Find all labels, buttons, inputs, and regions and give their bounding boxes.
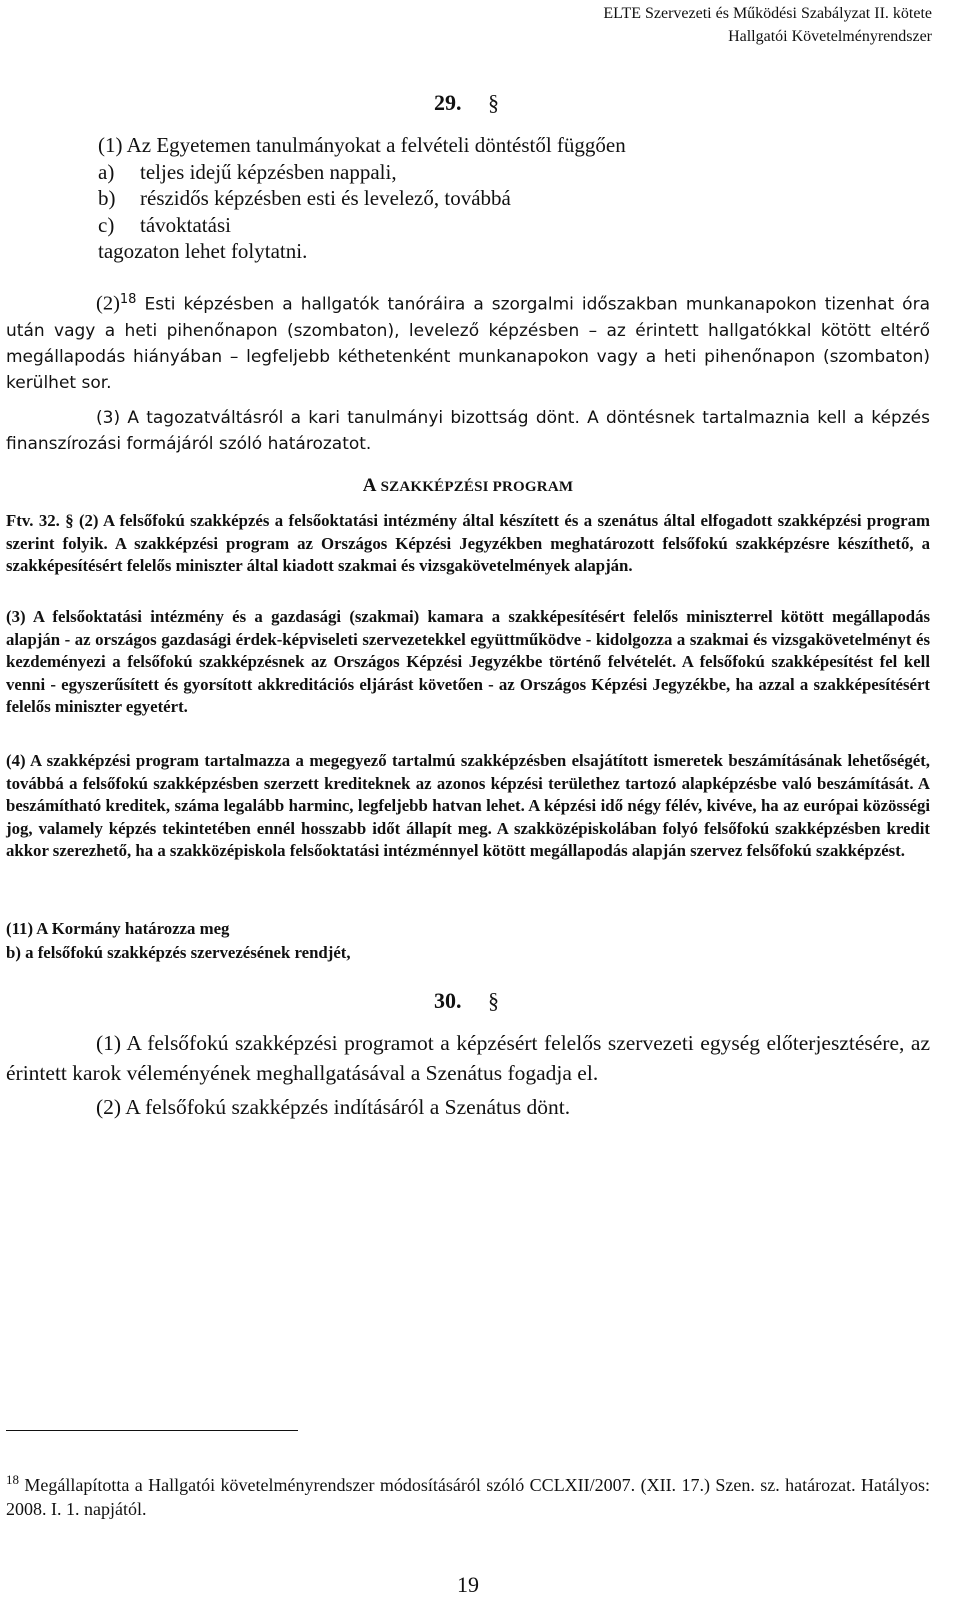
ftv-32-paragraph-2: Ftv. 32. § (2) A felsőfokú szakképzés a felsőoktatási intézmény által készített és a szenátus által elfogadott szakképzési program szerint folyik. A szakképzési program az Országos Képzési Jegyzékben meghatározott felsőfokú szakképzésre készíthető, a szakképesítésért felelős miniszter által kiadott szakmai és vizsgakövetelmények alapján.: [6, 511, 930, 575]
footnote-separator: [6, 1430, 298, 1431]
list-item: a) teljes idejű képzésben nappali,: [98, 159, 397, 184]
header-section-title: Hallgatói Követelményrendszer: [728, 28, 932, 45]
list-item: c) távoktatási: [98, 212, 231, 237]
paragraph-symbol: §: [488, 988, 499, 1013]
program-heading: A SZAKKÉPZÉSI PROGRAM: [362, 475, 574, 496]
paragraph-1-intro: (1) Az Egyetemen tanulmányokat a felvételi döntéstől függően: [98, 133, 626, 157]
footnote-number: 18: [6, 1472, 19, 1487]
list-item: b) részidős képzésben esti és levelező, továbbá: [98, 186, 511, 210]
ftv-32-paragraph-3: (3) A felsőoktatási intézmény és a gazdasági (szakmai) kamara a szakképesítésért felelős miniszterrel kötött megállapodás alapján - az országos gazdasági érdek-képviseleti szervezetekkel együttműködve - kidolgozza a szakmai és vizsgakövetelményt és kezdeményezi a felsőfokú szakképzésnek az Országos Képzési Jegyzékbe történő felvételét. A felsőfokú szakképesítést fel kell venni - egyszerűsített és gyorsított akkreditációs eljárást követően - az Országos Képzési Jegyzékbe, ha azzal a szakképesítésért felelős miniszter egyetért.: [6, 607, 930, 716]
page-number: 19: [457, 1572, 479, 1597]
section-number: 29.: [434, 90, 462, 115]
footnote-ref: 18: [119, 292, 137, 307]
footnote-text: Megállapította a Hallgatói követelményrendszer módosításáról szóló CCLXII/2007. (XII. 17.) Szen. sz. határozat. Hatályos: 2008. I. 1. napjától.: [6, 1475, 930, 1519]
ftv-32-paragraph-11-b: b) a felsőfokú szakképzés szervezésének rendjét,: [6, 943, 351, 962]
ftv-32-paragraph-11: (11) A Kormány határozza meg: [6, 919, 230, 938]
footnote: [6, 1468, 930, 1521]
section-number: 30.: [434, 988, 462, 1013]
section-29-list: [98, 132, 626, 265]
section-30-paragraph-1: (1) A felsőfokú szakképzési programot a képzésért felelős szervezeti egység előterjesztésére, az érintett karok véleményének meghallgatásával a Szenátus fogadja el.: [6, 1031, 930, 1085]
paragraph-2: $(2)^{18}$ Esti képzésben a hallgatók tanóráira a szorgalmi időszakban munkanapokon tizenhat óra után vagy a heti pihenőnapon (szombaton), levelező képzésben – az érintett hallgatókkal kötött eltérő megállapodás hiányában – legfeljebb kéthetenként munkanapokon vagy a heti pihenőnapon (szombaton) kerülhet sor.: [6, 292, 930, 393]
section-30-paragraph-2: (2) A felsőfokú szakképzés indításáról a Szenátus dönt.: [96, 1095, 571, 1119]
header-document-title: ELTE Szervezeti és Működési Szabályzat II. kötete: [603, 5, 932, 22]
paragraph-symbol: §: [488, 90, 499, 115]
running-header: [603, 2, 932, 48]
ftv-32-paragraph-4: (4) A szakképzési program tartalmazza a megegyező tartalmú szakképzésben elsajátított ismeretek beszámításának lehetőségét, továbbá a felsőfokú szakképzésben szerzett krediteknek az azonos képzési területhez tartozó alapképzésbe való beszámítását. A beszámítható kreditek, száma legalább harminc, legfeljebb hatvan lehet. A képzési idő négy félév, kivéve, ha az európai közösségi jog, valamely képzés tekintetében ennél hosszabb időt állapít meg. A szakközépiskolában folyó felsőfokú szakképzésben kredit akkor szerezhető, ha a szakközépiskola felsőoktatási intézménnyel kötött megállapodás alapján szervez felsőfokú szakképzést.: [6, 751, 930, 860]
paragraph-3: (3) A tagozatváltásról a kari tanulmányi bizottság dönt. A döntésnek tartalmaznia kell a képzés finanszírozási formájáról szóló határozatot.: [6, 408, 930, 454]
list-closing: tagozaton lehet folytatni.: [98, 239, 308, 263]
